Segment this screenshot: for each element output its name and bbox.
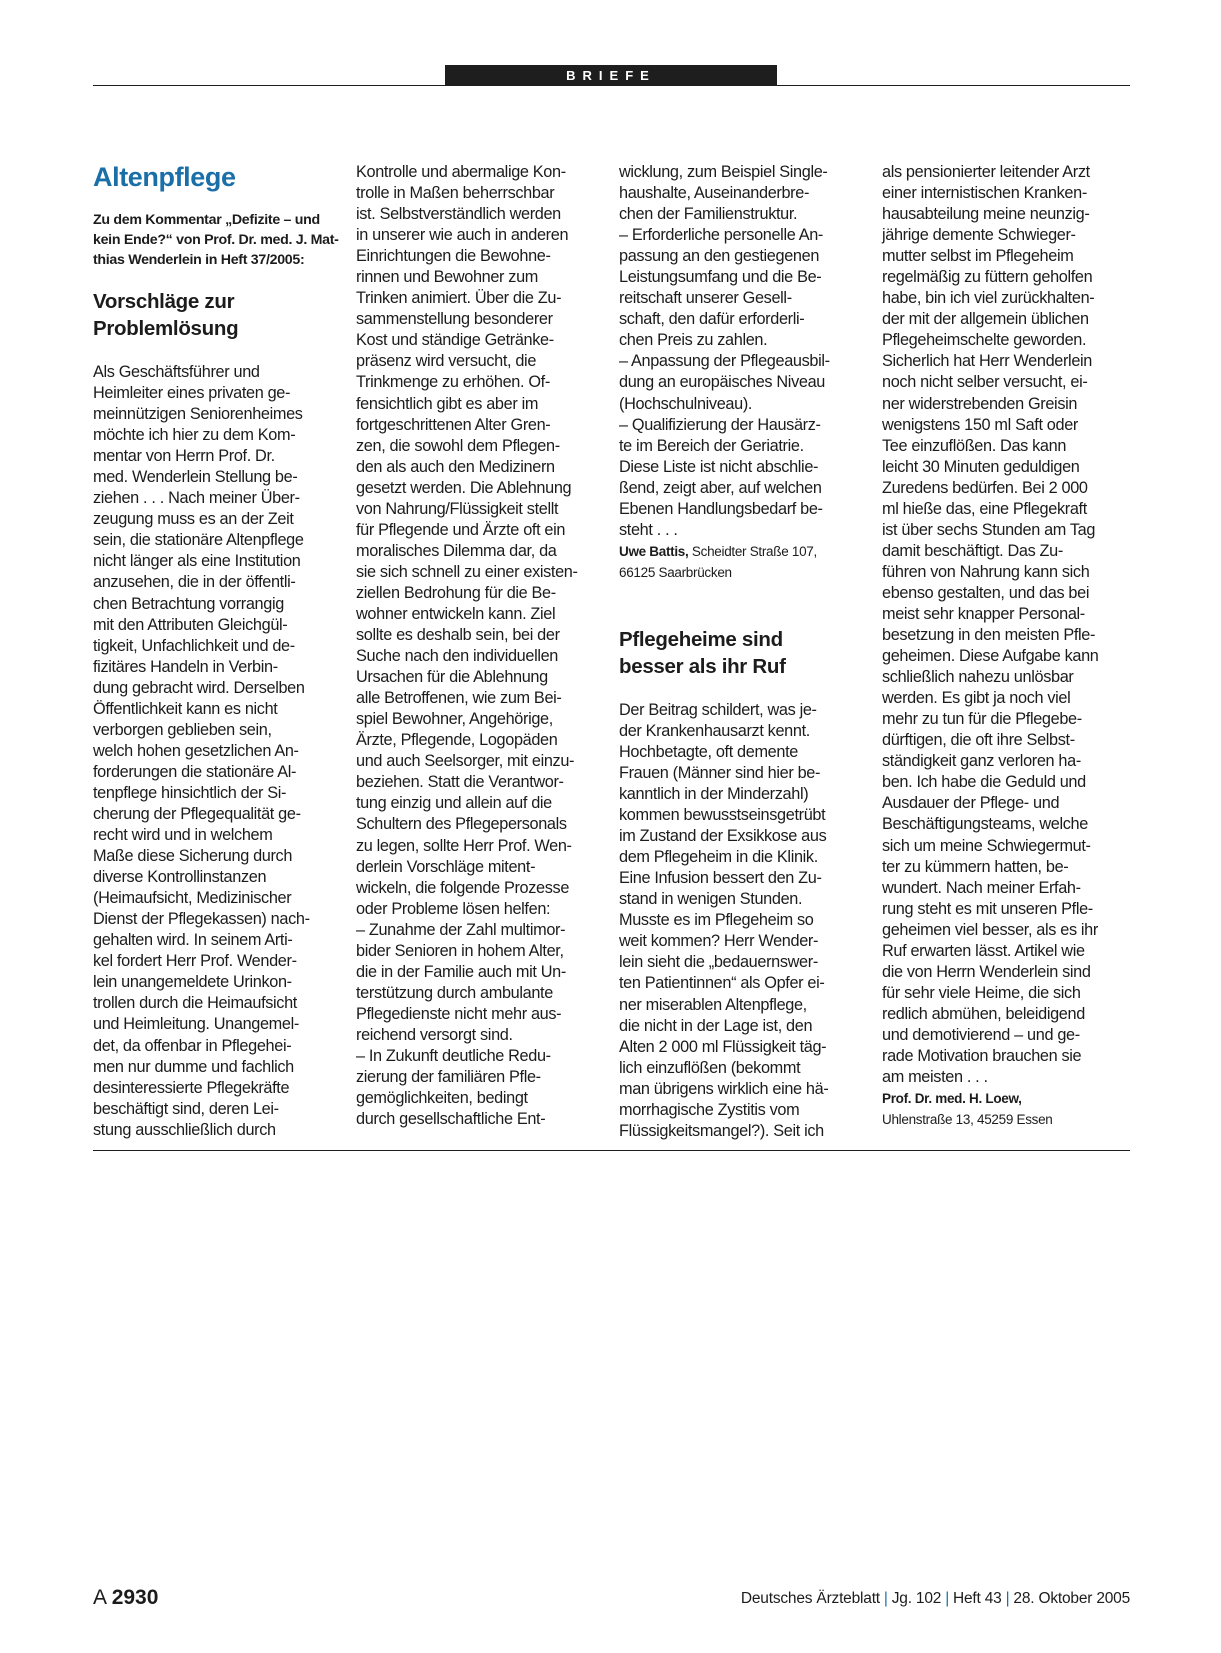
letter2-body-part2: als pensionierter leitender Arzt einer internistischen Kranken- hausabteilung meine neunzig- jährige demente Schwieger- mutter selbst im Pflegeheim regelmäßig zu füttern geholfen habe, bin ich viel zurückhalten- der mit der allgemein üblichen Pflegeheimschelte geworden. Sicherlich hat Herr Wenderlein noch nicht selber versucht, ei- ner widerstrebenden Greisin wenigstens 150 ml Saft oder Tee einzuflößen. Das kann leicht 30 Minuten geduldigen Zuredens bedürfen. Bei 2 000 ml hieße das, eine Pflegekraft ist über sechs Stunden am Tag damit beschäftigt. Das Zu- führen von Nahrung kann sich ebenso gestalten, und das bei meist sehr knapper Personal- besetzung in den meisten Pfle- geheimen. Diese Aufgabe kann schließlich nahezu unlösbar werden. Es gibt ja noch viel mehr zu tun für die Pflegebe- dürftigen, die oft ihre Selbst- ständigkeit ganz verloren ha- ben. Ich habe die Geduld und Ausdauer der Pflege- und Beschäftigungsteams, welche sich um meine Schwiegermut- ter zu kümmern hatten, be- wundert. Nach meiner Erfah- rung steht es mit unseren Pfle- geheimen viel besser, als es ihr Ruf erwarten lässt. Artikel wie die von Herrn Wenderlein sind für sehr viele Heime, die sich redlich abmühen, beleidigend und demotivierend – und ge- rade Motivation brauchen sie am meisten . . . — [882, 163, 1099, 1087]
bottom-divider — [93, 1150, 1130, 1151]
page-prefix: A — [93, 1586, 106, 1609]
article-title: Altenpflege — [93, 162, 236, 192]
journal-date: 28. Oktober 2005 — [1013, 1590, 1130, 1607]
letter1-signature — [619, 541, 875, 583]
letter1-body-part1: Als Geschäftsführer und Heimleiter eines privaten ge- meinnützigen Seniorenheimes möchte ich hier zu dem Kom- mentar von Herrn Prof. Dr. med. Wenderlein Stellung be- ziehen . . . Nach meiner Über- zeugung muss es an der Zeit sein, die stationäre Altenpflege nicht länger als eine Institution anzusehen, die in der öffentli- chen Betrachtung vorrangig mit den Attributen Gleichgül- tigkeit, Unfachlichkeit und de- fizitäres Handeln in Verbin- dung gebracht wird. Derselben Öffentlichkeit kann es nicht verborgen geblieben sein, welch hohen gesetzlichen An- forderungen die stationäre Al- tenpflege hinsichtlich der Si- cherung der Pflegequalität ge- recht wird und in welchem Maße diese Sicherung durch diverse Kontrollinstanzen (Heimaufsicht, Medizinischer Dienst der Pflegekassen) nach- gehalten wird. In seinem Arti- kel fordert Herr Prof. Wender- lein unangemeldete Urinkon- trollen durch die Heimaufsicht und Heimleitung. Unangemel- det, da offenbar in Pflegehei- men nur dumme und fachlich desinteressierte Pflegekräfte beschäftigt sind, deren Lei- stung ausschließlich durch — [93, 363, 310, 1139]
letter2-signature-name: Prof. Dr. med. H. Loew, — [882, 1091, 1022, 1107]
separator: | — [945, 1590, 950, 1607]
section-label: BRIEFE — [445, 65, 777, 86]
letter1-signature-address1: Scheidter Straße 107, — [688, 543, 817, 559]
letter1-body-part2: Kontrolle und abermalige Kon- trolle in Maßen beherrschbar ist. Selbstverständlich werden in unserer wie auch in anderen Einrichtungen die Bewohne- rinnen und Bewohner zum Trinken animiert. Über die Zu- sammenstellung besonderer Kost und ständige Getränke- präsenz wird versucht, die Trinkmenge zu erhöhen. Of- fensichtlich gibt es aber im fortgeschrittenen Alter Gren- zen, die sowohl dem Pflegen- den als auch den Medizinern gesetzt werden. Die Ablehnung von Nahrung/Flüssigkeit stellt für Pflegende und Ärzte oft ein moralisches Dilemma dar, da sie sich schnell zu einer existen- ziellen Bedrohung für die Be- wohner entwickeln kann. Ziel sollte es deshalb sein, bei der Suche nach den individuellen Ursachen für die Ablehnung alle Betroffenen, wie zum Bei- spiel Bewohner, Angehörige, Ärzte, Pflegende, Logopäden und auch Seelsorger, mit einzu- beziehen. Statt die Verantwor- tung einzig und allein auf die Schultern des Pflegepersonals zu legen, sollte Herr Prof. Wen- derlein Vorschläge mitent- wickeln, die folgende Prozesse oder Probleme lösen helfen: – Zunahme der Zahl multimor- bider Senioren in hohem Alter, die in der Familie auch mit Un- terstützung durch ambulante Pflegedienste nicht mehr aus- reichend versorgt sind. – In Zukunft deutliche Redu- zierung der familiären Pfle- gemöglichkeiten, bedingt durch gesellschaftliche Ent- — [356, 163, 578, 1129]
journal-name: Deutsches Ärzteblatt — [740, 1590, 880, 1607]
column-2 — [356, 162, 612, 1130]
top-divider — [93, 85, 1130, 86]
page-number-value: 2930 — [111, 1586, 159, 1609]
letter2-signature — [882, 1088, 1138, 1130]
journal-issue: Heft 43 — [953, 1590, 1002, 1607]
letter1-body-part3: wicklung, zum Beispiel Single- haushalte, Auseinanderbre- chen der Familienstruktur. – Erforderliche personelle An- passung an den gestiegenen Leistungsumfang und die Be- reitschaft unserer Gesell- schaft, den dafür erforderli- chen Preis zu zahlen. – Anpassung der Pflegeausbil- dung an europäisches Niveau (Hochschulniveau). – Qualifizierung der Hausärz- te im Bereich der Geriatrie. Diese Liste ist nicht abschlie- ßend, zeigt aber, auf welchen Ebenen Handlungsbedarf be- steht . . . — [619, 163, 830, 539]
column-4 — [882, 162, 1138, 1130]
journal-info — [741, 1588, 1130, 1610]
letter2-signature-address: Uhlenstraße 13, 45259 Essen — [882, 1112, 1053, 1128]
letter2-body-part1: Der Beitrag schildert, was je- der Krankenhausarzt kennt. Hochbetagte, oft demente Frauen (Männer sind hier be- kanntlich in der Minderzahl) kommen bewusstseinsgetrübt im Zustand der Exsikkose aus dem Pflegeheim in die Klinik. Eine Infusion bessert den Zu- stand in wenigen Stunden. Musste es im Pflegeheim so weit kommen? Herr Wender- lein sieht die „bedauernswer- ten Patientinnen“ als Opfer ei- ner miserablen Altenpflege, die nicht in der Lage ist, den Alten 2 000 ml Flüssigkeit täg- lich einzuflößen (bekommt man übrigens wirklich eine hä- morrhagische Zystitis vom Flüssigkeitsmangel?). Seit ich — [619, 700, 829, 1140]
letter1-signature-address2: 66125 Saarbrücken — [619, 564, 732, 580]
separator: | — [883, 1590, 888, 1607]
letter2-headline: Pflegeheime sind besser als ihr Ruf — [619, 627, 786, 678]
column-1 — [93, 162, 349, 1141]
letter1-signature-name: Uwe Battis, — [619, 543, 689, 559]
page-number — [93, 1585, 158, 1611]
letter1-headline: Vorschläge zur Problemlösung — [93, 290, 239, 340]
separator: | — [1005, 1590, 1010, 1607]
column-3 — [619, 162, 875, 1142]
journal-volume: Jg. 102 — [891, 1590, 942, 1607]
article-intro: Zu dem Kommentar „Defizite – und kein Ende?“ von Prof. Dr. med. J. Mat- thias Wenderlein in Heft 37/2005: — [93, 212, 339, 268]
